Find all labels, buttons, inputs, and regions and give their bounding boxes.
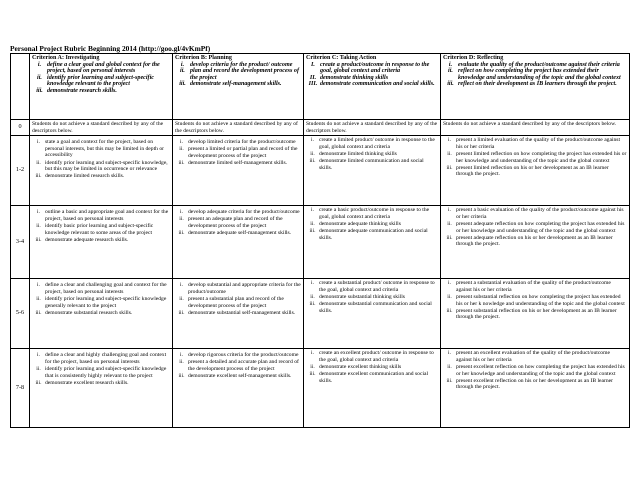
descriptor-list (32, 352, 170, 386)
criterion-b-header (173, 54, 304, 120)
descriptor-item (443, 364, 627, 377)
descriptor-num: iii. (446, 377, 453, 384)
descriptor-list (32, 139, 170, 180)
descriptor-text: demonstrate adequate communication and social skills. (319, 228, 428, 241)
descriptor-num: i. (37, 352, 40, 359)
level-row (11, 206, 630, 279)
descriptor-cell (304, 279, 441, 349)
descriptor-item (175, 160, 301, 167)
objective-text: plan and record the development process of the project (190, 68, 300, 81)
descriptor-item (32, 223, 170, 236)
descriptor-cell (304, 120, 441, 136)
objective-text: reflect on how completing the project has extended their knowledge and understanding of the topic and the global context (458, 68, 621, 81)
descriptor-cell (30, 279, 173, 349)
objective-num: ii. (448, 68, 453, 75)
objective-item (306, 62, 438, 75)
descriptor-cell (304, 349, 441, 428)
objective-num: iii. (36, 87, 43, 94)
level-label: 7-8 (11, 349, 30, 428)
objective-num: i. (448, 61, 453, 68)
descriptor-text: identify basic prior learning and subject-specific knowledge relevant to some areas of the project (45, 222, 154, 236)
descriptor-item (175, 216, 301, 229)
descriptor-cell (173, 120, 304, 136)
descriptor-cell (441, 206, 630, 279)
descriptor-text: demonstrate excellent research skills. (45, 379, 129, 386)
descriptor-text: demonstrate substantial communication and social skills. (319, 301, 432, 314)
descriptor-cell (173, 279, 304, 349)
level-label: 3-4 (11, 206, 30, 279)
descriptor-item (306, 207, 438, 220)
descriptor-num: iii. (178, 309, 185, 316)
descriptor-text: identify prior learning and subject-specific knowledge generally relevant to the project (45, 295, 167, 309)
objective-item (443, 81, 627, 88)
objective-num: iii. (447, 81, 454, 88)
descriptor-item (32, 173, 170, 180)
objective-list (306, 62, 438, 88)
descriptor-item (32, 380, 170, 387)
descriptor-cell (30, 136, 173, 206)
descriptor-num: i. (448, 207, 451, 214)
descriptor-list (175, 139, 301, 167)
descriptor-num: i. (311, 207, 314, 214)
descriptor-num: i. (311, 350, 314, 357)
descriptor-item (175, 373, 301, 380)
descriptor-num: iii. (178, 230, 185, 237)
objective-num: i. (37, 61, 42, 68)
descriptor-text: demonstrate limited thinking skills (319, 150, 397, 157)
objective-num: ii. (180, 68, 185, 75)
objective-item (32, 62, 170, 75)
descriptor-text: outline a basic and appropriate goal and context for the project, based on personal interests (45, 209, 169, 222)
descriptor-num: i. (448, 280, 451, 287)
descriptor-list (306, 207, 438, 241)
descriptor-num: i. (311, 280, 314, 287)
descriptor-num: i. (37, 209, 40, 216)
descriptor-text: define a clear and challenging goal and context for the project, based on personal interests (45, 282, 167, 295)
descriptor-item (443, 235, 627, 248)
descriptor-num: iii. (35, 236, 42, 243)
descriptor-text: demonstrate excellent communication and social skills. (319, 371, 429, 384)
descriptor-item (306, 371, 438, 384)
descriptor-text: present a limited evaluation of the quality of the product/outcome against his or her criteria (456, 137, 621, 150)
level-label: 0 (11, 120, 30, 136)
descriptor-num: iii. (178, 373, 185, 380)
descriptor-list (175, 282, 301, 316)
descriptor-list (175, 352, 301, 380)
descriptor-cell (304, 136, 441, 206)
descriptor-num: ii. (447, 220, 452, 227)
objective-list (443, 62, 627, 88)
descriptor-item (32, 237, 170, 244)
descriptor-num: ii. (310, 363, 315, 370)
descriptor-item (175, 230, 301, 237)
level-row (11, 136, 630, 206)
descriptor-text: state a goal and context for the project, based on personal interests, but this may be limited in depth or accessibility (45, 139, 165, 159)
descriptor-item (443, 207, 627, 220)
descriptor-item (32, 160, 170, 173)
descriptor-cell (304, 206, 441, 279)
descriptor-num: ii. (310, 220, 315, 227)
descriptor-text: define a clear and highly challenging goal and context for the project, based on personal interests (45, 352, 167, 365)
descriptor-text: present adequate reflection on how completing the project has extended his or her knowledge and understanding of the topic and the global context (456, 220, 625, 234)
descriptor-cell (173, 206, 304, 279)
descriptor-text: present substantial reflection on his or her development as an IB learner through the project. (456, 307, 617, 321)
descriptor-item (32, 282, 170, 295)
descriptor-text: demonstrate adequate thinking skills (319, 220, 401, 227)
objective-text: identify prior learning and subject-specific knowledge relevant to the project (47, 74, 154, 88)
descriptor-cell (30, 206, 173, 279)
descriptor-text: demonstrate substantial research skills. (45, 309, 133, 316)
descriptor-text: develop adequate criteria for the product/outcome (188, 209, 300, 216)
objective-item (175, 81, 301, 88)
descriptor-text: demonstrate limited self-management skills. (188, 160, 288, 167)
descriptor-item (306, 301, 438, 314)
descriptor-note: Students do not achieve a standard described by any of the descriptors below. (443, 121, 617, 127)
descriptor-text: present a limited or partial plan and record of the development process of the project (188, 146, 298, 159)
descriptor-num: iii. (309, 371, 316, 378)
descriptor-num: ii. (310, 150, 315, 157)
descriptor-item (306, 364, 438, 371)
descriptor-num: iii. (309, 158, 316, 165)
criterion-d-header (441, 54, 630, 120)
objective-text: develop criteria for the product/ outcome (190, 61, 293, 68)
criteria-header-row (11, 54, 630, 120)
descriptor-item (443, 378, 627, 391)
descriptor-num: iii. (35, 173, 42, 180)
descriptor-note: Students do not achieve a standard described by any of the descriptors below. (306, 121, 438, 134)
descriptor-cell (173, 136, 304, 206)
descriptor-num: i. (448, 137, 451, 144)
objective-num: ii. (37, 74, 42, 81)
descriptor-item (443, 308, 627, 321)
descriptor-text: present an adequate plan and record of the development process of the project (188, 216, 283, 229)
descriptor-text: demonstrate limited communication and social skills. (319, 158, 424, 171)
corner-cell (11, 54, 30, 120)
level-row (11, 120, 630, 136)
descriptor-num: iii. (446, 234, 453, 241)
descriptor-note: Students do not achieve a standard described by any of the descriptors below. (32, 121, 164, 134)
descriptor-num: iii. (178, 160, 185, 167)
descriptor-num: ii. (447, 293, 452, 300)
descriptor-item (175, 209, 301, 216)
descriptor-cell (441, 279, 630, 349)
page-title: Personal Project Rubric Beginning 2014 (http://goo.gl/4vKmPf) (10, 44, 211, 53)
descriptor-text: present excellent reflection on how completing the project has extended his or her knowledge and understanding of the topic and the global context (456, 363, 625, 377)
objective-text: demonstrate self-management skills. (190, 81, 282, 88)
descriptor-text: create a basic product/outcome in response to the goal, global context and criteria (319, 207, 430, 220)
descriptor-num: i. (180, 139, 183, 146)
descriptor-item (175, 310, 301, 317)
objective-num: III. (308, 81, 318, 88)
objective-item (32, 88, 170, 95)
descriptor-num: ii. (447, 363, 452, 370)
descriptor-text: present an excellent evaluation of the quality of the product/outcome against his or her criteria (456, 350, 610, 363)
descriptor-text: create a limited product/ outcome in response to the goal, global context and criteria (319, 137, 435, 150)
descriptor-item (175, 352, 301, 359)
descriptor-cell (441, 136, 630, 206)
descriptor-list (306, 137, 438, 171)
descriptor-num: i. (180, 352, 183, 359)
descriptor-text: demonstrate substantial self-management skills. (188, 309, 296, 316)
descriptor-item (443, 165, 627, 178)
descriptor-text: create an excellent product/ outcome in response to the goal, global context and criteria (319, 350, 434, 363)
descriptor-cell (173, 349, 304, 428)
descriptor-list (443, 207, 627, 248)
descriptor-num: ii. (179, 359, 184, 366)
descriptor-item (175, 282, 301, 295)
objective-item (443, 68, 627, 81)
descriptor-note: Students do not achieve a standard described by any of the descriptors below. (175, 121, 298, 134)
descriptor-list (443, 137, 627, 178)
descriptor-num: ii. (179, 146, 184, 153)
descriptor-list (175, 209, 301, 237)
descriptor-text: present adequate reflection on his or her development as an IB learner through the project. (456, 234, 613, 248)
descriptor-item (306, 294, 438, 301)
descriptor-item (306, 151, 438, 158)
descriptor-num: iii. (309, 228, 316, 235)
objective-text: define a clear goal and global context for the project, based on personal interests (47, 61, 160, 75)
descriptor-num: iii. (446, 164, 453, 171)
criterion-c-header (304, 54, 441, 120)
descriptor-text: develop limited criteria for the product/outcome (188, 139, 296, 146)
objective-text: demonstrate communication and social skills. (320, 81, 435, 88)
objective-num: iii. (179, 81, 186, 88)
level-row (11, 279, 630, 349)
descriptor-text: identify prior learning and subject-specific knowledge that is consistently highly relevant to the project (45, 365, 167, 379)
descriptor-text: demonstrate excellent self-management skills. (188, 373, 292, 380)
descriptor-item (306, 228, 438, 241)
objective-item (32, 75, 170, 88)
objective-num: i. (180, 61, 185, 68)
descriptor-item (306, 158, 438, 171)
criterion-title: Criterion D: Reflecting (443, 55, 504, 61)
descriptor-text: present a substantial plan and record of the development process of the project (188, 295, 284, 309)
level-label: 5-6 (11, 279, 30, 349)
descriptor-num: i. (448, 350, 451, 357)
descriptor-item (443, 350, 627, 363)
objective-num: I. (311, 61, 315, 68)
descriptor-text: demonstrate substantial thinking skills (319, 293, 405, 300)
descriptor-text: present limited reflection on his or her development as an IB learner through the project. (456, 164, 609, 178)
descriptor-item (32, 139, 170, 159)
descriptor-item (443, 294, 627, 307)
descriptor-cell (30, 349, 173, 428)
descriptor-text: create a substantial product/ outcome in response to the goal, global context and criteria (319, 280, 435, 293)
level-row (11, 349, 630, 428)
descriptor-cell (441, 349, 630, 428)
descriptor-num: iii. (446, 307, 453, 314)
descriptor-num: ii. (36, 365, 41, 372)
descriptor-item (175, 146, 301, 159)
descriptor-item (175, 139, 301, 146)
level-label: 1-2 (11, 136, 30, 206)
descriptor-num: iii. (35, 309, 42, 316)
descriptor-num: i. (37, 139, 40, 146)
descriptor-item (175, 359, 301, 372)
descriptor-item (443, 151, 627, 164)
descriptor-num: ii. (179, 295, 184, 302)
objective-list (32, 62, 170, 95)
descriptor-text: demonstrate adequate self-management skills. (188, 230, 292, 237)
descriptor-num: ii. (36, 159, 41, 166)
descriptor-num: ii. (310, 293, 315, 300)
descriptor-item (443, 137, 627, 150)
descriptor-list (306, 350, 438, 384)
descriptor-item (443, 221, 627, 234)
descriptor-item (175, 296, 301, 309)
objective-text: evaluate the quality of the product/outcome against their criteria (458, 61, 620, 68)
descriptor-item (443, 280, 627, 293)
descriptor-text: demonstrate limited research skills. (45, 173, 125, 180)
descriptor-text: demonstrate excellent thinking skills (319, 363, 402, 370)
descriptor-text: present a basic evaluation of the quality of the product/outcome against his or her criteria (456, 207, 624, 220)
descriptor-num: iii. (309, 301, 316, 308)
descriptor-text: present a detailed and accurate plan and record of the development process of the project (188, 359, 299, 372)
objective-text: demonstrate thinking skills (320, 74, 389, 81)
objective-num: II. (309, 74, 317, 81)
descriptor-item (32, 310, 170, 317)
descriptor-item (32, 366, 170, 379)
descriptor-item (32, 209, 170, 222)
descriptor-item (32, 352, 170, 365)
descriptor-text: present substantial reflection on how completing the project has extended his or her k nowledge and understanding of the topic and the global context (456, 293, 625, 307)
descriptor-num: ii. (36, 295, 41, 302)
descriptor-list (443, 350, 627, 391)
objective-text: create a product/outcome in response to the goal, global context and criteria (320, 61, 430, 75)
descriptor-list (32, 282, 170, 316)
descriptor-num: ii. (36, 222, 41, 229)
descriptor-list (443, 280, 627, 321)
descriptor-num: i. (180, 209, 183, 216)
objective-list (175, 62, 301, 88)
descriptor-num: ii. (447, 150, 452, 157)
descriptor-num: ii. (179, 216, 184, 223)
descriptor-item (306, 350, 438, 363)
descriptor-item (32, 296, 170, 309)
criterion-title: Criterion B: Planning (175, 55, 232, 61)
descriptor-text: develop substantial and appropriate criteria for the product/outcome (188, 282, 301, 295)
objective-text: demonstrate research skills. (47, 87, 117, 94)
descriptor-text: present limited reflection on how completing the project has extended his or her knowledge and understanding of the topic and the global context (456, 150, 627, 164)
criterion-title: Criterion A: Investigating (32, 55, 100, 61)
objective-item (175, 68, 301, 81)
objective-text: reflect on their development as IB learners through the project. (458, 81, 617, 88)
descriptor-text: demonstrate adequate research skills. (45, 236, 129, 243)
descriptor-num: i. (37, 282, 40, 289)
descriptor-cell (30, 120, 173, 136)
objective-item (306, 81, 438, 88)
descriptor-list (32, 209, 170, 243)
descriptor-item (306, 221, 438, 228)
descriptor-cell (441, 120, 630, 136)
descriptor-num: iii. (35, 379, 42, 386)
descriptor-text: present excellent reflection on his or her development as an IB learner through the project. (456, 377, 614, 391)
descriptor-text: identify prior learning and subject-specific knowledge, but this may be limited in occurrence or relevance (45, 159, 168, 173)
descriptor-item (306, 280, 438, 293)
descriptor-num: i. (311, 137, 314, 144)
descriptor-num: i. (180, 282, 183, 289)
descriptor-text: develop rigorous criteria for the product/outcome (188, 352, 299, 359)
descriptor-list (306, 280, 438, 314)
descriptor-text: present a substantial evaluation of the quality of the product/outcome against his or her criteria (456, 280, 611, 293)
criterion-title: Criterion C: Taking Action (306, 55, 377, 61)
descriptor-item (306, 137, 438, 150)
rubric-table (10, 53, 630, 428)
criterion-a-header (30, 54, 173, 120)
